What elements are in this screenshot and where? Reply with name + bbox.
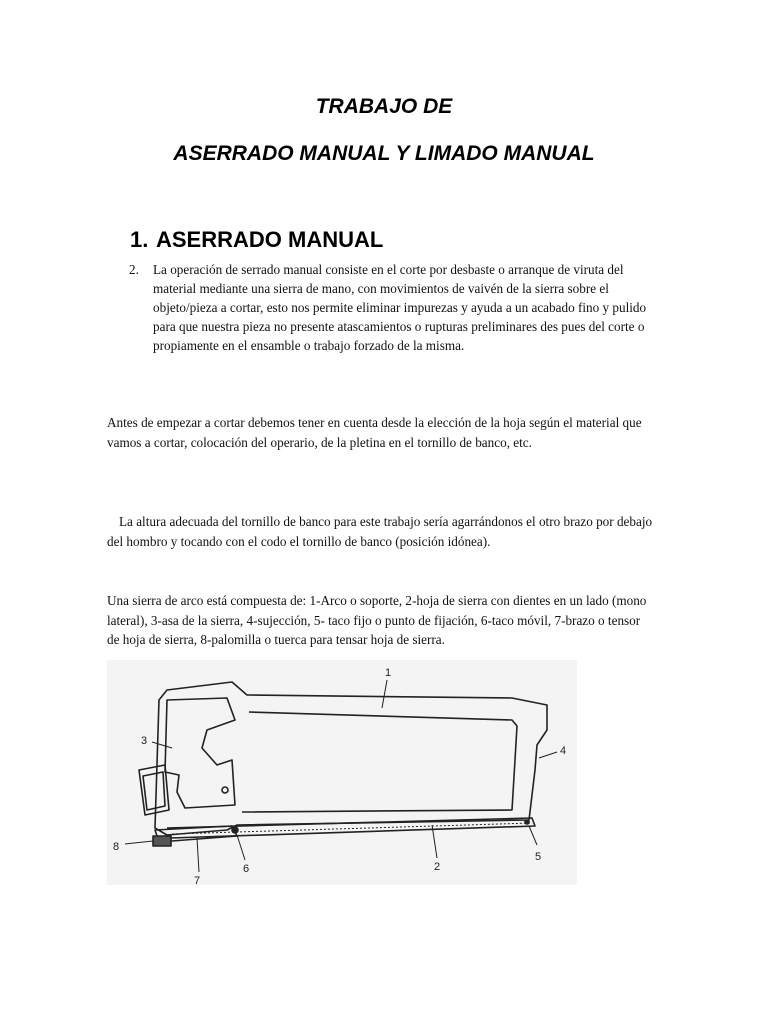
saw-handle-grip-inner <box>143 772 165 810</box>
figure-label-7: 7 <box>194 875 201 885</box>
saw-handle <box>165 698 235 808</box>
paragraph-vise-height <box>107 512 655 551</box>
paragraph-preparation: Antes de empezar a cortar debemos tener en cuenta desde la elección de la hoja según el material que vamos a cortar, colocación del operario, de la pletina en el tornillo de banco, etc. <box>107 415 642 450</box>
hacksaw-drawing <box>107 660 577 885</box>
figure-label-2: 2 <box>434 861 441 873</box>
section-title: ASERRADO MANUAL <box>156 227 384 252</box>
saw-moving-pin <box>232 827 238 833</box>
list-item-text: La operación de serrado manual consiste en el corte por desbaste o arranque de viruta del material mediante una sierra de mano, con movimientos de vaivén de la sierra sobre el objeto/pieza a cortar, esto nos permite eliminar impurezas y ayuda a un acabado fino y pulido para que nuestra pieza no presente atascamientos o rupturas preliminares des pues del corte o propiamente en el ensamble o trabajo forzado de la misma. <box>153 262 647 354</box>
saw-frame-outline <box>155 682 547 835</box>
paragraph-vise-height-text: La altura adecuada del tornillo de banco para este trabajo sería agarrándonos el otro brazo por debajo del hombro y tocando con el codo el tornillo de banco (posición idónea). <box>107 514 653 549</box>
figure-label-3: 3 <box>141 735 148 747</box>
document-title-line2: ASERRADO MANUAL Y LIMADO MANUAL <box>173 142 595 165</box>
saw-frame-inner <box>242 712 517 812</box>
hacksaw-diagram <box>107 660 577 885</box>
saw-wing-nut <box>153 836 171 846</box>
list-item-number: 2. <box>129 262 139 277</box>
figure-label-1: 1 <box>385 667 392 679</box>
list-item <box>129 260 659 355</box>
section-number: 1. <box>130 227 149 252</box>
saw-handle-screw <box>222 787 228 793</box>
figure-label-4: 4 <box>560 745 567 757</box>
paragraph-saw-parts: Una sierra de arco está compuesta de: 1-Arco o soporte, 2-hoja de sierra con dientes en un lado (mono lateral), 3-asa de la sierra, 4-sujección, 5- taco fijo o punto de fijación, 6-taco móvil, 7-brazo o tensor de hoja de sierra, 8-palomilla o tuerca para tensar hoja de sierra. <box>107 593 647 647</box>
figure-label-8: 8 <box>113 841 120 853</box>
figure-label-6: 6 <box>243 863 250 875</box>
document-title-line1: TRABAJO DE <box>315 95 453 118</box>
saw-fixed-pin <box>525 820 529 824</box>
section-heading <box>130 227 383 253</box>
figure-label-5: 5 <box>535 851 542 863</box>
